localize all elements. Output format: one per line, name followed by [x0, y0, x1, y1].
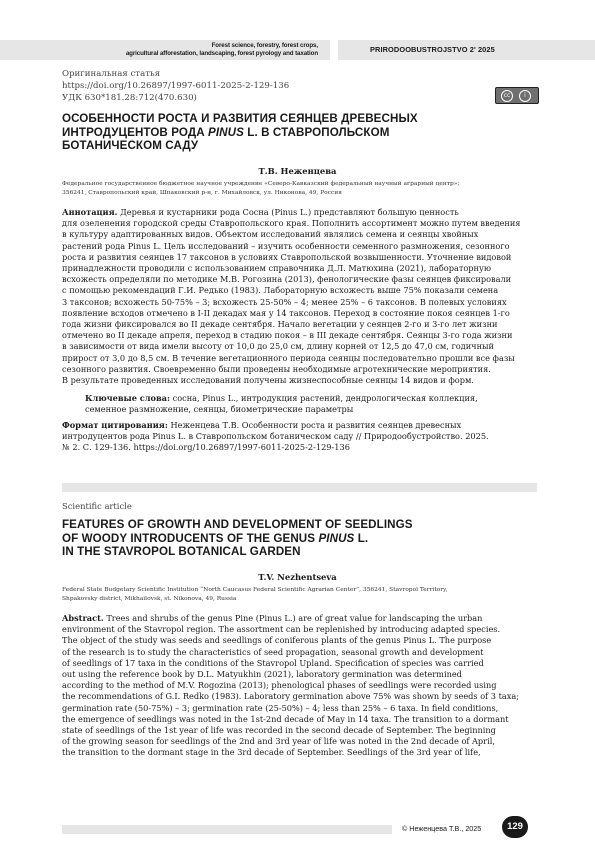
title-en: FEATURES OF GROWTH AND DEVELOPMENT OF SEEDLINGS OF WOODY INTRODUCENTS OF THE GENUS PINUS L. IN THE STAVROPOL BOTANICAL GARDEN	[62, 518, 413, 558]
footer-copyright: © Неженцева Т.В., 2025	[402, 824, 482, 833]
affiliation-en: Federal State Budgetary Scientific Institution “North Caucasus Federal Scientific Agrarian Center”, 356241, Stavropol Territory, Shpakovsky district, Mikhailovsk, st. Nikonova, 49, Russia	[62, 587, 448, 602]
header-journal-bar	[338, 40, 595, 60]
keywords-ru: Ключевые слова: сосна, Pinus L., интродукция растений, дендрологическая коллекция, семенное размножение, сеянцы, биометрические параметры	[85, 393, 478, 415]
author-en: T.V. Nezhentseva	[258, 572, 337, 582]
abstract-ru-label: Аннотация.	[62, 207, 118, 217]
page-footer	[0, 818, 595, 840]
affiliation-ru: Федеральное государственное бюджетное научное учреждение «Северо-Кавказский федеральный научный аграрный центр»; 356241, Ставропольский край, Шпаковский р-н, г. Михайловск, ул. Никонова, 49, Россия	[62, 181, 460, 196]
title-ru: ОСОБЕННОСТИ РОСТА И РАЗВИТИЯ СЕЯНЦЕВ ДРЕВЕСНЫХ ИНТРОДУЦЕНТОВ РОДА PINUS L. В СТАВРОПОЛЬСКОМ БОТАНИЧЕСКОМ САДУ	[62, 112, 418, 152]
header-section-line1: Forest science, forestry, forest crops,	[211, 42, 318, 49]
citation-ru: Формат цитирования: Неженцева Т.В. Особенности роста и развития сеянцев древесных интродуцентов рода Pinus L. в Ставропольском ботаническом саду // Природообустройство. 2025. № 2. С. 129-136. https://doi.org/10.26897/1997-6011-2025-2-129-136	[62, 420, 489, 453]
abstract-ru: Аннотация. Деревья и кустарники рода Сосна (Pinus L.) представляют большую ценность для озеленения городской среды Ставропольского края. Пополнить ассортимент можно путем введения в культуру адаптированных видов. Объектом исследований являлись семена и сеянцы хвойных растений рода Pinus L. Цель исследований – изучить особенности семенного размножения, сезонного роста и развития сеянцев 17 таксонов в условиях Ставропольской возвышенности. Уточнение видовой принадлежности проводили с использованием справочника Д.Л. Матюхина (2021), лабораторную всхожесть определяли по методике М.В. Рогозина (2013), фенологические фазы сеянцев фиксировали с помощью рекомендаций Г.И. Редько (1983). Лабораторную всхожесть выше 75% показали семена 3 таксонов; всхожесть 50-75% – 3; всхожесть 25-50% – 4; менее 25% – 6 таксонов. В полевых условиях появление всходов отмечено в I-II декадах мая у 14 таксонов. Переход в состояние покоя сеянцев 1-го года жизни фиксировался во II декаде сентября. Начало вегетации у сеянцев 2-го и 3-го лет жизни отмечено во II декаде апреля, переход в стадию покоя – в III декаде сентября. Сеянцы 3-го года жизни в зависимости от вида имели высоту от 10,0 до 25,0 см, длину корней от 12,5 до 47,0 см, годичный прирост от 3,0 до 8,5 см. В течение вегетационного периода сеянцы последовательно прошли все фазы сезонного развития. Своевременно были проведены необходимые агротехнические мероприятия. В результате проведенных исследований получены жизнеспособные сеянцы 14 видов и форм.	[62, 207, 521, 386]
abstract-en: Abstract. Trees and shrubs of the genus Pine (Pinus L.) are of great value for landscaping the urban environment of the Stavropol region. The assortment can be replenished by introducing adapted species. The object of the study was seeds and seedlings of coniferous plants of the genus Pinus L. The purpose of the research is to study the characteristics of seed propagation, seasonal growth and development of seedlings of 17 taxa in the conditions of the Stavropol Upland. Specification of species was carried out using the reference book by D.L. Matyukhin (2021), laboratory germination was determined according to the method of M.V. Rogozina (2013); phenological phases of seedlings were recorded using the recommendations of G.I. Redko (1983). Laboratory germination above 75% was shown by seeds of 3 taxa; germination rate (50-75%) – 3; germination rate (25-50%) – 4; less than 25% – 6 taxa. In field conditions, the emergence of seedlings was noted in the 1st-2nd decade of May in 14 taxa. The transition to a dormant state of seedlings of the 1st year of life was recorded in the second decade of September. The beginning of the growing season for seedlings of the 2nd and 3rd year of life was noted in the 2nd decade of April, the transition to the dormant stage in the 3rd decade of September. Seedlings of the 3rd year of life,	[62, 613, 520, 758]
cc-license-icon[interactable]: cc i	[495, 87, 539, 104]
page-number: 129	[502, 816, 528, 838]
article-type-ru: Оригинальная статья	[62, 69, 161, 79]
abstract-en-label: Abstract.	[62, 613, 104, 623]
section-divider	[62, 483, 537, 492]
header-section-line2: agricultural afforestation, landscaping, forest pyrology and taxation	[125, 50, 318, 57]
article-doi[interactable]: https://doi.org/10.26897/1997-6011-2025-2-129-136	[62, 81, 290, 91]
article-type-en: Scientific article	[62, 501, 132, 511]
journal-title: PRIRODOOBUSTROJSTVO 2' 2025	[370, 45, 495, 54]
footer-bar	[62, 825, 392, 834]
article-udc: УДК 630*181.28:712(470.630)	[62, 93, 197, 103]
header-section-label	[0, 40, 330, 60]
author-ru: Т.В. Неженцева	[258, 166, 337, 176]
